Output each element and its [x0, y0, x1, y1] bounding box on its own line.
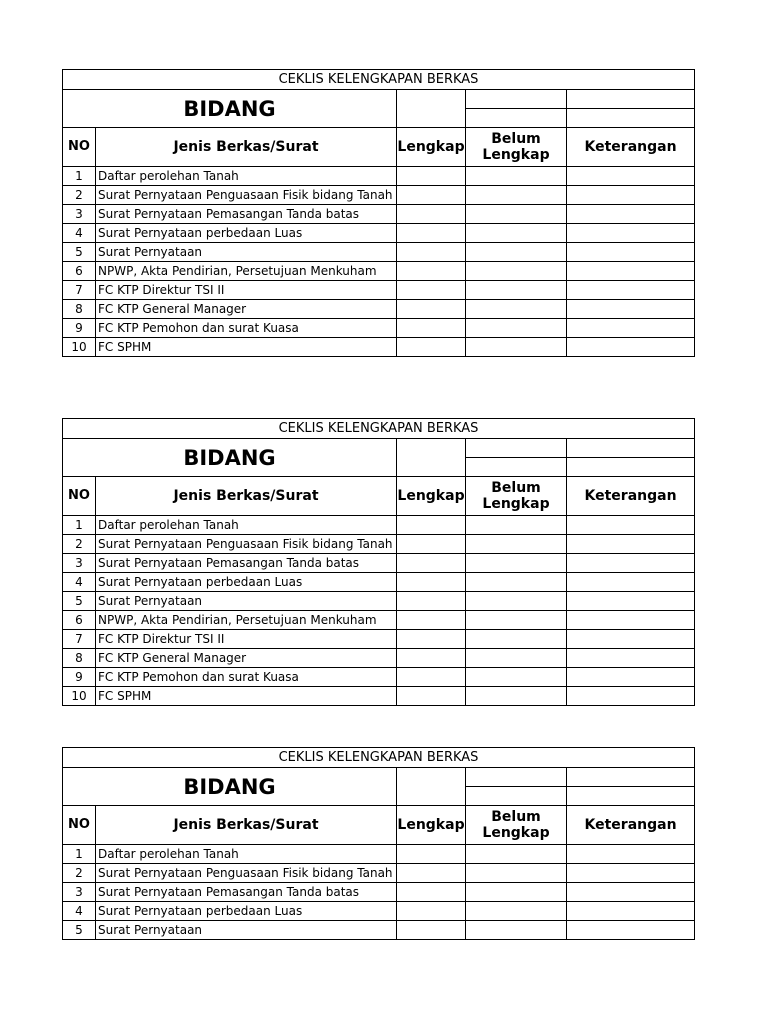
table-row [63, 921, 695, 940]
keterangan-cell[interactable] [567, 592, 695, 611]
item-document-name: FC KTP Direktur TSI II [96, 281, 397, 300]
bidang-belum-cell-top[interactable] [466, 439, 567, 458]
item-number: 7 [63, 630, 96, 649]
table-row [63, 224, 695, 243]
bidang-keterangan-cell-top[interactable] [567, 90, 695, 109]
table-row [63, 902, 695, 921]
item-document-name: Daftar perolehan Tanah [96, 845, 397, 864]
item-number: 1 [63, 845, 96, 864]
checklist-title: CEKLIS KELENGKAPAN BERKAS [63, 70, 695, 90]
lengkap-cell[interactable] [397, 516, 466, 535]
belum-lengkap-cell[interactable] [466, 921, 567, 940]
keterangan-cell[interactable] [567, 573, 695, 592]
item-number: 4 [63, 224, 96, 243]
keterangan-cell[interactable] [567, 902, 695, 921]
bidang-keterangan-cell-bottom[interactable] [567, 458, 695, 477]
item-number: 2 [63, 864, 96, 883]
header-no: NO [63, 477, 96, 516]
table-row [63, 167, 695, 186]
keterangan-cell[interactable] [567, 687, 695, 706]
checklist-items [63, 845, 695, 940]
lengkap-cell[interactable] [397, 319, 466, 338]
belum-lengkap-cell[interactable] [466, 845, 567, 864]
item-number: 5 [63, 592, 96, 611]
item-document-name: Daftar perolehan Tanah [96, 516, 397, 535]
lengkap-cell[interactable] [397, 281, 466, 300]
checklist-items [63, 516, 695, 706]
header-keterangan: Keterangan [567, 477, 695, 516]
lengkap-cell[interactable] [397, 554, 466, 573]
keterangan-cell[interactable] [567, 319, 695, 338]
bidang-keterangan-cell-bottom[interactable] [567, 109, 695, 128]
header-belum-lengkap: Belum Lengkap [466, 477, 567, 516]
checklist-table-2 [62, 418, 695, 706]
keterangan-cell[interactable] [567, 883, 695, 902]
table-row [63, 338, 695, 357]
item-document-name: FC KTP Pemohon dan surat Kuasa [96, 319, 397, 338]
belum-lengkap-cell[interactable] [466, 300, 567, 319]
bidang-lengkap-cell[interactable] [397, 90, 466, 128]
table-row [63, 554, 695, 573]
lengkap-cell[interactable] [397, 687, 466, 706]
lengkap-cell[interactable] [397, 921, 466, 940]
keterangan-cell[interactable] [567, 554, 695, 573]
lengkap-cell[interactable] [397, 902, 466, 921]
table-row [63, 611, 695, 630]
header-jenis-berkas: Jenis Berkas/Surat [96, 128, 397, 167]
item-number: 9 [63, 668, 96, 687]
belum-lengkap-cell[interactable] [466, 186, 567, 205]
header-lengkap: Lengkap [397, 128, 466, 167]
item-number: 9 [63, 319, 96, 338]
table-row [63, 649, 695, 668]
header-no: NO [63, 806, 96, 845]
keterangan-cell[interactable] [567, 668, 695, 687]
checklist-title: CEKLIS KELENGKAPAN BERKAS [63, 748, 695, 768]
item-document-name: NPWP, Akta Pendirian, Persetujuan Menkuham [96, 611, 397, 630]
item-number: 4 [63, 902, 96, 921]
item-document-name: Surat Pernyataan Pemasangan Tanda batas [96, 883, 397, 902]
item-number: 10 [63, 338, 96, 357]
item-number: 1 [63, 167, 96, 186]
header-belum-lengkap: Belum Lengkap [466, 128, 567, 167]
header-lengkap: Lengkap [397, 806, 466, 845]
belum-lengkap-cell[interactable] [466, 864, 567, 883]
item-number: 2 [63, 535, 96, 554]
bidang-keterangan-cell-bottom[interactable] [567, 787, 695, 806]
keterangan-cell[interactable] [567, 535, 695, 554]
bidang-belum-cell-bottom[interactable] [466, 109, 567, 128]
belum-lengkap-cell[interactable] [466, 243, 567, 262]
belum-lengkap-cell[interactable] [466, 649, 567, 668]
keterangan-cell[interactable] [567, 516, 695, 535]
belum-lengkap-cell[interactable] [466, 668, 567, 687]
item-document-name: FC KTP General Manager [96, 300, 397, 319]
header-jenis-berkas: Jenis Berkas/Surat [96, 477, 397, 516]
lengkap-cell[interactable] [397, 262, 466, 281]
belum-lengkap-cell[interactable] [466, 902, 567, 921]
header-jenis-berkas: Jenis Berkas/Surat [96, 806, 397, 845]
table-row [63, 243, 695, 262]
item-document-name: Surat Pernyataan Penguasaan Fisik bidang Tanah [96, 864, 397, 883]
table-row [63, 300, 695, 319]
keterangan-cell[interactable] [567, 300, 695, 319]
table-row [63, 535, 695, 554]
belum-lengkap-cell[interactable] [466, 630, 567, 649]
item-document-name: Surat Pernyataan Pemasangan Tanda batas [96, 205, 397, 224]
table-row [63, 883, 695, 902]
bidang-belum-cell-top[interactable] [466, 768, 567, 787]
keterangan-cell[interactable] [567, 611, 695, 630]
item-number: 7 [63, 281, 96, 300]
header-lengkap: Lengkap [397, 477, 466, 516]
item-number: 8 [63, 300, 96, 319]
belum-lengkap-cell[interactable] [466, 224, 567, 243]
header-keterangan: Keterangan [567, 806, 695, 845]
item-number: 5 [63, 243, 96, 262]
item-number: 6 [63, 262, 96, 281]
item-document-name: Surat Pernyataan [96, 243, 397, 262]
checklist-table-3 [62, 747, 695, 940]
lengkap-cell[interactable] [397, 883, 466, 902]
lengkap-cell[interactable] [397, 611, 466, 630]
lengkap-cell[interactable] [397, 535, 466, 554]
lengkap-cell[interactable] [397, 845, 466, 864]
item-document-name: Surat Pernyataan perbedaan Luas [96, 573, 397, 592]
table-row [63, 186, 695, 205]
item-number: 6 [63, 611, 96, 630]
belum-lengkap-cell[interactable] [466, 611, 567, 630]
item-document-name: Surat Pernyataan [96, 921, 397, 940]
item-document-name: FC KTP Pemohon dan surat Kuasa [96, 668, 397, 687]
keterangan-cell[interactable] [567, 186, 695, 205]
item-number: 10 [63, 687, 96, 706]
bidang-lengkap-cell[interactable] [397, 439, 466, 477]
item-document-name: Daftar perolehan Tanah [96, 167, 397, 186]
belum-lengkap-cell[interactable] [466, 167, 567, 186]
belum-lengkap-cell[interactable] [466, 573, 567, 592]
keterangan-cell[interactable] [567, 205, 695, 224]
lengkap-cell[interactable] [397, 186, 466, 205]
lengkap-cell[interactable] [397, 300, 466, 319]
lengkap-cell[interactable] [397, 224, 466, 243]
belum-lengkap-cell[interactable] [466, 262, 567, 281]
keterangan-cell[interactable] [567, 167, 695, 186]
checklist-table-1 [62, 69, 695, 357]
table-row [63, 592, 695, 611]
header-keterangan: Keterangan [567, 128, 695, 167]
keterangan-cell[interactable] [567, 630, 695, 649]
bidang-keterangan-cell-top[interactable] [567, 439, 695, 458]
belum-lengkap-cell[interactable] [466, 687, 567, 706]
bidang-heading: BIDANG [63, 439, 397, 477]
header-belum-lengkap: Belum Lengkap [466, 806, 567, 845]
lengkap-cell[interactable] [397, 205, 466, 224]
table-row [63, 630, 695, 649]
keterangan-cell[interactable] [567, 845, 695, 864]
table-row [63, 845, 695, 864]
table-row [63, 281, 695, 300]
table-row [63, 205, 695, 224]
keterangan-cell[interactable] [567, 224, 695, 243]
lengkap-cell[interactable] [397, 592, 466, 611]
item-document-name: FC KTP General Manager [96, 649, 397, 668]
table-row [63, 573, 695, 592]
table-row [63, 668, 695, 687]
item-document-name: Surat Pernyataan Penguasaan Fisik bidang Tanah [96, 535, 397, 554]
table-row [63, 516, 695, 535]
belum-lengkap-cell[interactable] [466, 205, 567, 224]
item-document-name: Surat Pernyataan Penguasaan Fisik bidang Tanah [96, 186, 397, 205]
belum-lengkap-cell[interactable] [466, 281, 567, 300]
belum-lengkap-cell[interactable] [466, 535, 567, 554]
lengkap-cell[interactable] [397, 243, 466, 262]
item-document-name: FC SPHM [96, 687, 397, 706]
belum-lengkap-cell[interactable] [466, 592, 567, 611]
table-row [63, 864, 695, 883]
item-number: 8 [63, 649, 96, 668]
checklist-items [63, 167, 695, 357]
item-document-name: FC SPHM [96, 338, 397, 357]
table-row [63, 687, 695, 706]
item-number: 4 [63, 573, 96, 592]
item-number: 3 [63, 883, 96, 902]
checklist-title: CEKLIS KELENGKAPAN BERKAS [63, 419, 695, 439]
item-document-name: Surat Pernyataan Pemasangan Tanda batas [96, 554, 397, 573]
item-number: 3 [63, 205, 96, 224]
bidang-belum-cell-bottom[interactable] [466, 458, 567, 477]
item-number: 3 [63, 554, 96, 573]
table-row [63, 262, 695, 281]
keterangan-cell[interactable] [567, 649, 695, 668]
keterangan-cell[interactable] [567, 338, 695, 357]
item-number: 5 [63, 921, 96, 940]
item-document-name: Surat Pernyataan perbedaan Luas [96, 224, 397, 243]
keterangan-cell[interactable] [567, 243, 695, 262]
belum-lengkap-cell[interactable] [466, 883, 567, 902]
keterangan-cell[interactable] [567, 262, 695, 281]
table-row [63, 319, 695, 338]
bidang-keterangan-cell-top[interactable] [567, 768, 695, 787]
belum-lengkap-cell[interactable] [466, 319, 567, 338]
keterangan-cell[interactable] [567, 864, 695, 883]
lengkap-cell[interactable] [397, 338, 466, 357]
belum-lengkap-cell[interactable] [466, 554, 567, 573]
bidang-belum-cell-top[interactable] [466, 90, 567, 109]
lengkap-cell[interactable] [397, 649, 466, 668]
header-no: NO [63, 128, 96, 167]
lengkap-cell[interactable] [397, 167, 466, 186]
item-number: 1 [63, 516, 96, 535]
lengkap-cell[interactable] [397, 573, 466, 592]
item-document-name: Surat Pernyataan [96, 592, 397, 611]
lengkap-cell[interactable] [397, 864, 466, 883]
lengkap-cell[interactable] [397, 668, 466, 687]
item-number: 2 [63, 186, 96, 205]
keterangan-cell[interactable] [567, 281, 695, 300]
item-document-name: NPWP, Akta Pendirian, Persetujuan Menkuham [96, 262, 397, 281]
bidang-heading: BIDANG [63, 90, 397, 128]
bidang-heading: BIDANG [63, 768, 397, 806]
bidang-belum-cell-bottom[interactable] [466, 787, 567, 806]
item-document-name: Surat Pernyataan perbedaan Luas [96, 902, 397, 921]
keterangan-cell[interactable] [567, 921, 695, 940]
bidang-lengkap-cell[interactable] [397, 768, 466, 806]
belum-lengkap-cell[interactable] [466, 338, 567, 357]
item-document-name: FC KTP Direktur TSI II [96, 630, 397, 649]
belum-lengkap-cell[interactable] [466, 516, 567, 535]
lengkap-cell[interactable] [397, 630, 466, 649]
